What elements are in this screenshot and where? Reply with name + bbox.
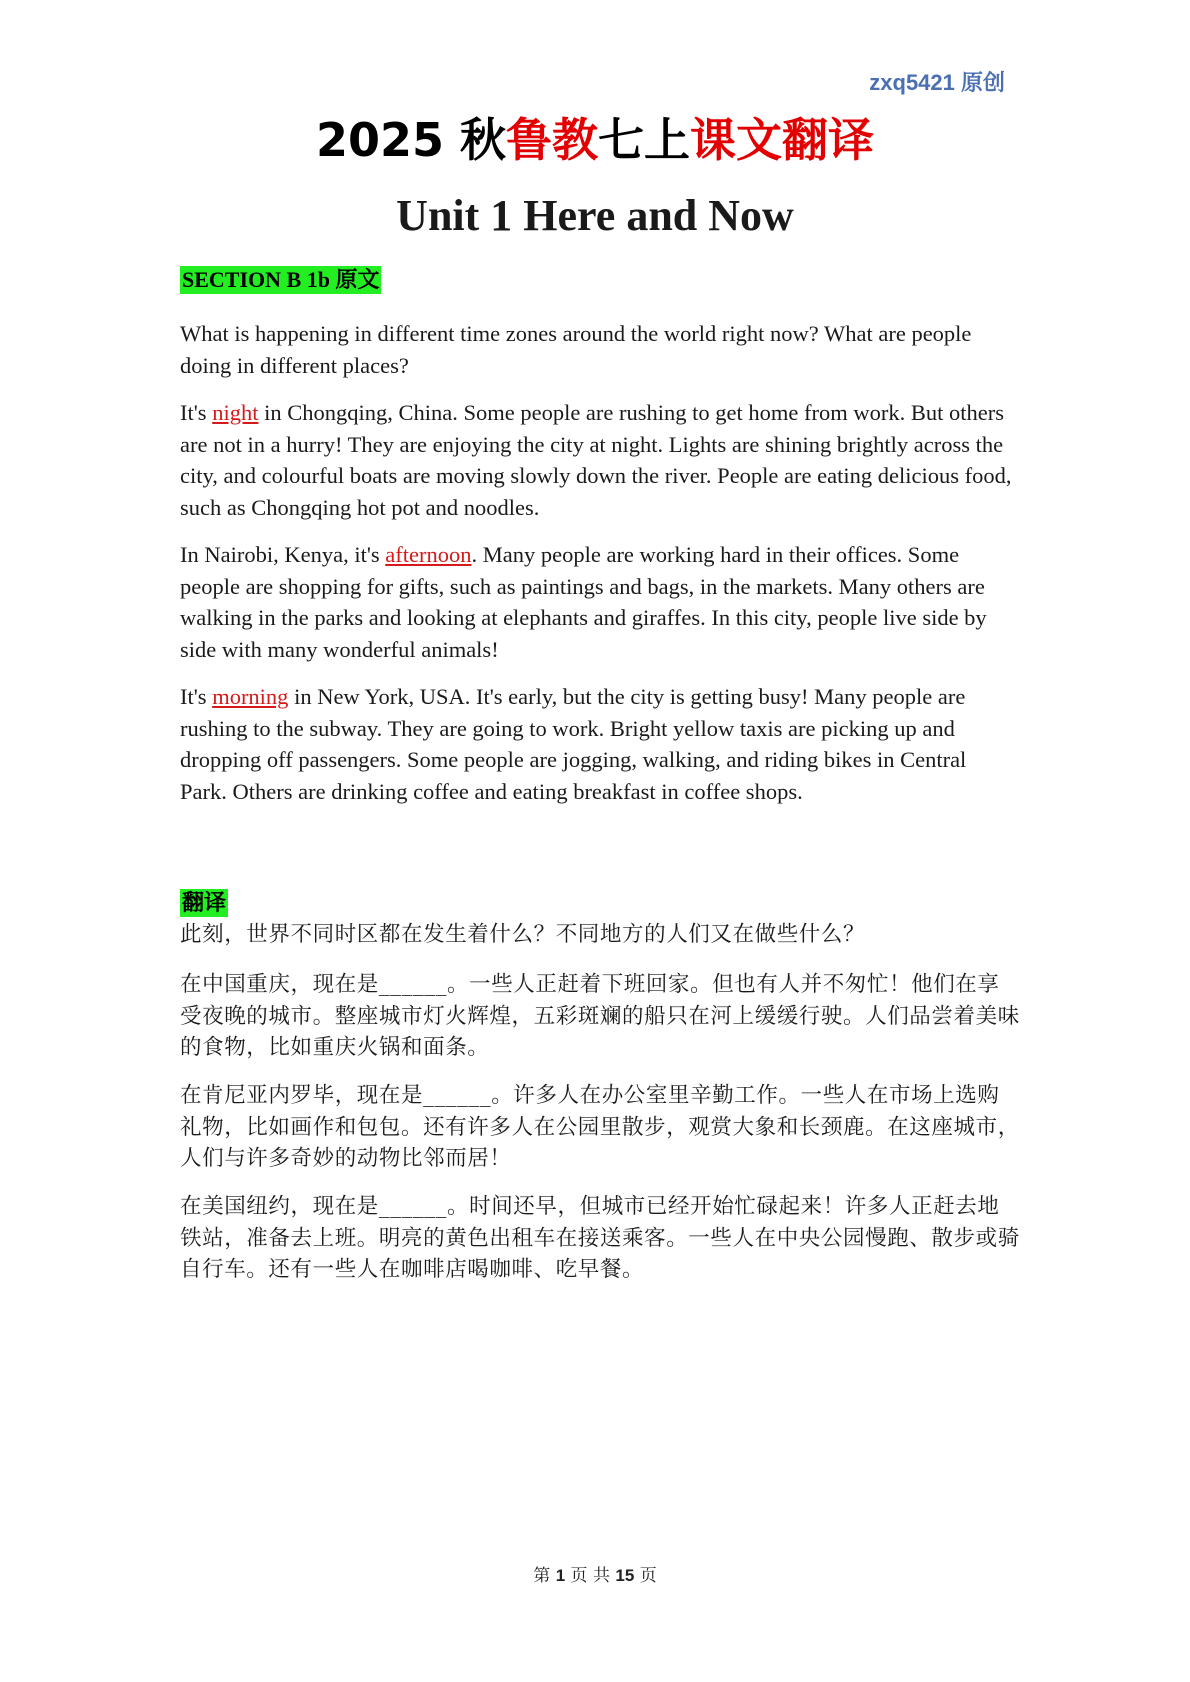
chinese-paragraph-2: 在中国重庆，现在是______。一些人正赶着下班回家。但也有人并不匆忙！他们在享受夜晚的城市。整座城市灯火辉煌，五彩斑斓的船只在河上缓缓行驶。人们品尝着美味的食物，比如重庆火锅和面条。 [180, 972, 1020, 1060]
english-paragraph-4-start: It's [180, 684, 213, 709]
english-paragraph-1: What is happening in different time zones around the world right now? What are people doing in different places? [180, 321, 972, 378]
footer-total-pages: 15 [615, 1566, 635, 1585]
highlight-morning: morning [212, 684, 289, 709]
english-paragraph-4-rest: in New York, USA. It's early, but the city is getting busy! Many people are rushing to the subway. They are going to work. Bright yellow taxis are picking up and dropping off passengers. Some people are jogging, walking, and riding bikes in Central Park. Others are drinking coffee and eating breakfast in coffee shops. [180, 684, 967, 804]
english-paragraph-2-start: It's [180, 400, 213, 425]
footer-suffix: 页 [634, 1566, 657, 1586]
english-paragraph-3-start: In Nairobi, Kenya, it's [180, 542, 386, 567]
chinese-paragraph-3: 在肯尼亚内罗毕，现在是______。许多人在办公室里辛勤工作。一些人在市场上选购礼物，比如画作和包包。还有许多人在公园里散步，观赏大象和长颈鹿。在这座城市，人们与许多奇妙的动物比邻而居！ [180, 1083, 1020, 1171]
english-paragraph-3 [180, 539, 1012, 665]
english-paragraph-3-rest: . Many people are working hard in their offices. Some people are shopping for gifts, such as paintings and bags, in the markets. Many others are walking in the parks and looking at elephants and giraffes. In this city, people live side by side with many wonderful animals! [180, 542, 987, 662]
chinese-paragraph-4: 在美国纽约，现在是______。时间还早，但城市已经开始忙碌起来！许多人正赶去地铁站，准备去上班。明亮的黄色出租车在接送乘客。一些人在中央公园慢跑、散步或骑自行车。还有一些人在咖啡店喝咖啡、吃早餐。 [180, 1194, 1020, 1282]
translation-tag: 翻译 [182, 890, 227, 915]
author-watermark: zxq5421 原创 [869, 70, 1005, 95]
footer-prefix: 第 [533, 1566, 556, 1586]
footer-mid: 页 共 [565, 1566, 616, 1586]
title-year-season: 2025 秋 [315, 113, 507, 167]
chinese-paragraph-1: 此刻，世界不同时区都在发生着什么？不同地方的人们又在做些什么？ [180, 922, 866, 947]
title-subject: 课文翻译 [690, 113, 875, 167]
highlight-afternoon: afternoon [385, 542, 472, 567]
section-tag: SECTION B 1b 原文 [182, 267, 380, 292]
page-title [0, 108, 1190, 172]
english-paragraph-4 [180, 681, 1012, 807]
title-grade: 七上 [598, 113, 691, 167]
highlight-night: night [212, 400, 259, 425]
english-paragraph-2-rest: in Chongqing, China. Some people are rushing to get home from work. But others are not in a hurry! They are enjoying the city at night. Lights are shining brightly across the city, and colourful boats are moving slowly down the river. People are eating delicious food, such as Chongqing hot pot and noodles. [180, 400, 1012, 520]
unit-title: Unit 1 Here and Now [396, 191, 794, 240]
title-publisher: 鲁教 [506, 113, 599, 167]
footer-page-number: 1 [555, 1566, 566, 1585]
english-paragraph-2 [180, 397, 1012, 523]
page-footer [0, 1561, 1190, 1586]
